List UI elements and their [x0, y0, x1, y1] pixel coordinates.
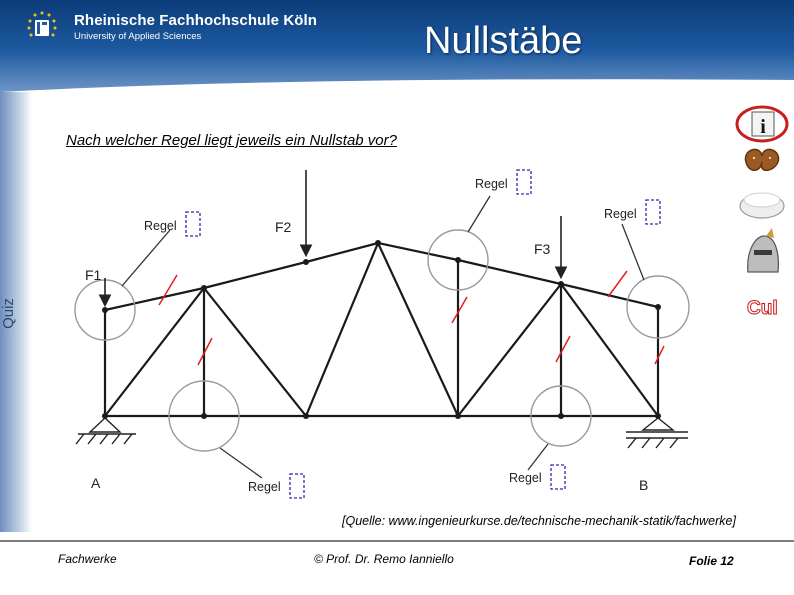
answer-box-1[interactable] — [186, 212, 200, 236]
support-label-b: B — [639, 477, 649, 493]
knight-helmet-icon[interactable] — [748, 228, 779, 272]
footer-topic: Fachwerke — [58, 552, 117, 566]
answer-box-5[interactable] — [551, 465, 565, 489]
footer-author: © Prof. Dr. Remo Ianniello — [314, 552, 454, 566]
rule-label-3: Regel — [604, 207, 637, 221]
support-a — [76, 418, 136, 444]
truss-figure — [70, 160, 700, 500]
quiz-label: Quiz — [0, 298, 17, 329]
cream-bowl-icon[interactable] — [740, 193, 784, 218]
support-b — [626, 418, 688, 448]
institution-name: Rheinische Fachhochschule Köln — [74, 12, 318, 29]
footer-slide-number: Folie 12 — [689, 554, 734, 568]
header-swoosh — [0, 70, 794, 100]
answer-box-2[interactable] — [517, 170, 531, 194]
side-icon-strip — [730, 100, 794, 290]
institution-subtitle: University of Applied Sciences — [74, 31, 202, 42]
slide-title: Nullstäbe — [424, 20, 583, 62]
pretzel-icon[interactable] — [745, 149, 778, 170]
force-label-f2: F2 — [275, 219, 292, 235]
footer-divider — [0, 540, 794, 542]
rule-label-2: Regel — [475, 177, 508, 191]
info-icon[interactable] — [737, 107, 787, 141]
force-label-f3: F3 — [534, 241, 551, 257]
rule-label-4: Regel — [248, 480, 281, 494]
support-label-a: A — [91, 475, 101, 491]
answer-box-3[interactable] — [646, 200, 660, 224]
quiz-question: Nach welcher Regel liegt jeweils ein Nullstab vor? — [66, 132, 397, 149]
cul-label: Cul — [747, 298, 778, 319]
svg-text:i: i — [760, 116, 766, 138]
answer-boxes — [186, 170, 660, 498]
answer-box-4[interactable] — [290, 474, 304, 498]
truss-nodes — [102, 240, 661, 419]
university-logo — [26, 10, 58, 44]
rule-circles — [75, 230, 689, 451]
leader-lines — [122, 196, 644, 478]
rule-label-5: Regel — [509, 471, 542, 485]
source-citation: [Quelle: www.ingenieurkurse.de/technische-mechanik-statik/fachwerke] — [342, 514, 736, 528]
rule-label-1: Regel — [144, 219, 177, 233]
force-label-f1: F1 — [85, 267, 102, 283]
